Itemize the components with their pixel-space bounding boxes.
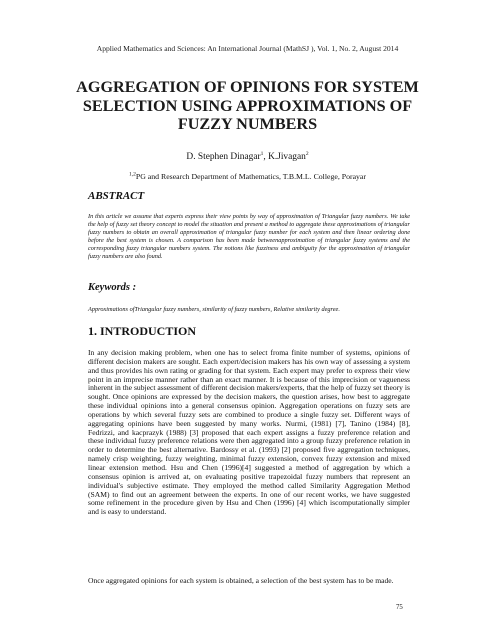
abstract-heading: ABSTRACT xyxy=(88,190,145,202)
introduction-paragraph-2: Once aggregated opinions for each system is obtained, a selection of the best system has to be made. xyxy=(88,576,394,585)
keywords-colon: : xyxy=(130,282,137,293)
author-2: K.Jivagan xyxy=(268,152,306,162)
affiliation-text: PG and Research Department of Mathematics, T.B.M.L. College, Porayar xyxy=(135,172,366,181)
page-number: 75 xyxy=(396,604,403,611)
author-1: D. Stephen Dinagar xyxy=(186,152,261,162)
author-2-affiliation-mark: 2 xyxy=(305,150,309,157)
keywords-label: Keywords xyxy=(88,282,130,293)
keywords-text: Approximations ofTriangular fuzzy numbers, similarity of fuzzy numbers, Relative similarity degree. xyxy=(88,306,340,313)
affiliation-line xyxy=(0,172,495,181)
affiliation-mark: 1,2 xyxy=(129,171,136,178)
abstract-text: In this article we assume that experts express their view points by way of approximation of Triangular fuzzy numbers. We take the help of fuzzy set theory concept to model the situation and present a method to aggregate these approximations of triangular fuzzy numbers to obtain an overall approximation of triangular fuzzy number for each system and then linear ordering done before the best system is chosen. A comparison has been made betweenapproximation of triangular fuzzy systems and the corresponding fuzzy triangular numbers system. The notions like fuzziness and ambiguity for the approximation of triangular fuzzy numbers are also found. xyxy=(88,213,410,261)
journal-header: Applied Mathematics and Sciences: An International Journal (MathSJ ), Vol. 1, No. 2, August 2014 xyxy=(96,44,399,53)
author-1-affiliation-mark: 1 xyxy=(260,150,264,157)
keywords-heading xyxy=(88,282,136,293)
authors-line xyxy=(0,152,495,162)
introduction-heading: 1. INTRODUCTION xyxy=(88,324,197,338)
author-separator: , xyxy=(263,152,269,162)
introduction-paragraph-1: In any decision making problem, when one has to select froma finite number of systems, opinions of different decision makers are sought. Each expert/decision makers has his own way of assessing a system and thus provides his own rating or grading for that system. Each expert may prefer to express their view point in an imprecise manner rather than an exact manner. It is because of this imprecision or vagueness inherent in the subject assessment of different decision makers/experts, that the help of fuzzy set theory is sought. Once opinions are expressed by the decision makers, the question arises, how best to aggregate these individual opinions into a general consensus opinion. Aggregation operations on fuzzy sets are operations by which several fuzzy sets are combined to produce a single fuzzy set. Different ways of aggregating opinions have been suggested by many works. Nurmi, (1981) [7], Tanino (1984) [8], Fedrizzi, and kacprazyk (1988) [3] proposed that each expert assigns a fuzzy preference relation and these individual fuzzy preference relations were then aggregated into a group fuzzy preference relation in order to determine the best alternative. Bardossy et al. (1993) [2] proposed five aggregation techniques, namely crisp weighting, fuzzy weighting, minimal fuzzy extension, convex fuzzy extension and mixed linear extension method. Hsu and Chen (1996)[4] suggested a method of aggregation by which a consensus opinion is arrived at, on evaluating positive trapezoidal fuzzy numbers that represent an individual's subjective estimate. They employed the method called Similarity Aggregation Method (SAM) to find out an agreement between the experts. In one of our recent works, we have suggested some refinement in the procedure given by Hsu and Chen (1996) [4] which iscomputationally simpler and is easy to understand. xyxy=(88,348,410,517)
paper-title: AGGREGATION OF OPINIONS FOR SYSTEM SELECTION USING APPROXIMATIONS OF FUZZY NUMBERS xyxy=(76,78,419,133)
